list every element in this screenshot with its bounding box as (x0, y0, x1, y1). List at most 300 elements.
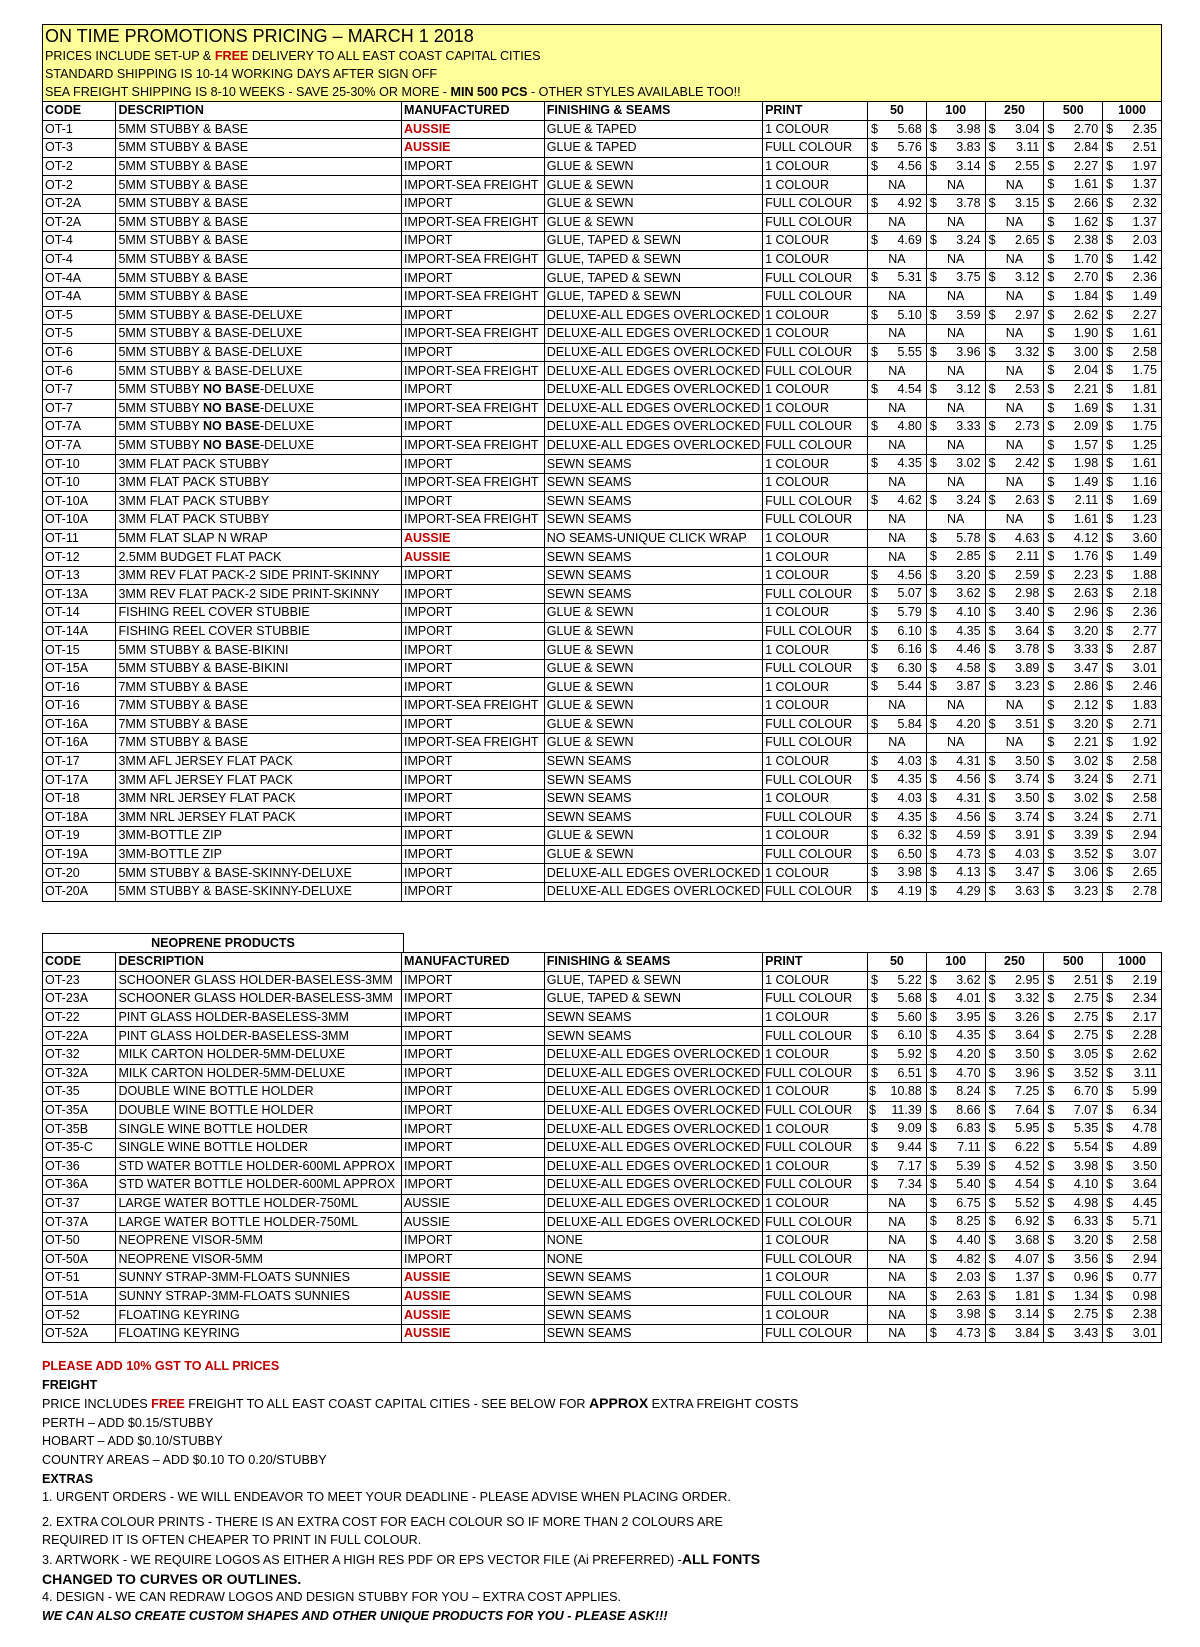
cell-code: OT-1 (43, 120, 116, 139)
cell-print: FULL COLOUR (763, 1287, 868, 1306)
cell-code: OT-17A (43, 771, 116, 790)
cell-qty-500: $ 3.20 (1044, 622, 1103, 641)
cell-qty-500: $ 2.75 (1044, 990, 1103, 1009)
cell-manufactured: IMPORT-SEA FREIGHT (401, 362, 544, 381)
cell-code: OT-4 (43, 250, 116, 269)
cell-finishing: GLUE & SEWN (544, 697, 762, 716)
cell-description: FLOATING KEYRING (116, 1306, 402, 1325)
cell-finishing: GLUE & TAPED (544, 139, 762, 158)
cell-print: 1 COLOUR (763, 548, 868, 567)
cell-code: OT-2 (43, 157, 116, 176)
cell-print: FULL COLOUR (763, 194, 868, 213)
table-row (43, 882, 1162, 901)
cell-manufactured: IMPORT-SEA FREIGHT (401, 399, 544, 418)
cell-qty-1000: $ 1.92 (1103, 734, 1162, 753)
cell-qty-250: $ 3.47 (985, 864, 1044, 883)
cell-qty-1000: $ 2.58 (1103, 789, 1162, 808)
table-row (43, 971, 1162, 990)
cell-qty-250: $ 2.65 (985, 232, 1044, 251)
cell-qty-500: $ 2.23 (1044, 566, 1103, 585)
cell-print: 1 COLOUR (763, 1083, 868, 1102)
cell-qty-1000: $ 1.75 (1103, 418, 1162, 437)
extra-design: 4. DESIGN - WE CAN REDRAW LOGOS AND DESIGN STUBBY FOR YOU – EXTRA COST APPLIES. (42, 1590, 621, 1605)
cell-qty-1000: $ 5.71 (1103, 1213, 1162, 1232)
cell-finishing: SEWN SEAMS (544, 1027, 762, 1046)
cell-qty-500: $ 2.75 (1044, 1008, 1103, 1027)
cell-qty-50: $ 6.16 (868, 641, 927, 660)
cell-description: LARGE WATER BOTTLE HOLDER-750ML (116, 1213, 402, 1232)
cell-code: OT-52 (43, 1306, 116, 1325)
cell-code: OT-22A (43, 1027, 116, 1046)
cell-description: NEOPRENE VISOR-5MM (116, 1250, 402, 1269)
cell-qty-1000: $ 2.46 (1103, 678, 1162, 697)
cell-qty-500: $ 2.09 (1044, 418, 1103, 437)
cell-finishing: GLUE & SEWN (544, 622, 762, 641)
column-header-code: CODE (43, 953, 116, 972)
cell-qty-1000: $ 2.58 (1103, 1231, 1162, 1250)
cell-print: 1 COLOUR (763, 250, 868, 269)
table-row (43, 1157, 1162, 1176)
table-row (43, 399, 1162, 418)
cell-qty-100: $ 3.98 (926, 1306, 985, 1325)
cell-qty-250: NA (985, 325, 1044, 344)
cell-manufactured: IMPORT (401, 827, 544, 846)
cell-print: 1 COLOUR (763, 306, 868, 325)
cell-qty-1000: $ 2.32 (1103, 194, 1162, 213)
cell-qty-250: $ 3.50 (985, 789, 1044, 808)
cell-qty-100: $ 4.31 (926, 789, 985, 808)
column-header-print: PRINT (763, 953, 868, 972)
table-row (43, 380, 1162, 399)
cell-qty-500: $ 3.05 (1044, 1045, 1103, 1064)
cell-qty-250: NA (985, 734, 1044, 753)
cell-description: 5MM STUBBY & BASE (116, 232, 402, 251)
cell-description: SUNNY STRAP-3MM-FLOATS SUNNIES (116, 1287, 402, 1306)
cell-qty-1000: $ 1.97 (1103, 157, 1162, 176)
cell-qty-50: $ 6.30 (868, 659, 927, 678)
cell-qty-100: $ 4.35 (926, 1027, 985, 1046)
cell-qty-250: $ 3.91 (985, 827, 1044, 846)
cell-code: OT-14A (43, 622, 116, 641)
cell-qty-1000: $ 2.34 (1103, 990, 1162, 1009)
cell-qty-250: $ 2.98 (985, 585, 1044, 604)
cell-qty-1000: $ 3.07 (1103, 845, 1162, 864)
cell-qty-1000: $ 2.17 (1103, 1008, 1162, 1027)
cell-print: 1 COLOUR (763, 176, 868, 195)
cell-qty-100: NA (926, 436, 985, 455)
page-title: ON TIME PROMOTIONS PRICING – MARCH 1 2018 (45, 26, 474, 46)
table-row (43, 157, 1162, 176)
cell-qty-1000: $ 2.78 (1103, 882, 1162, 901)
cell-code: OT-15 (43, 641, 116, 660)
neoprene-section (42, 933, 1162, 1343)
column-header-qty-500: 500 (1044, 953, 1103, 972)
cell-code: OT-14 (43, 604, 116, 623)
cell-qty-1000: $ 2.58 (1103, 752, 1162, 771)
table-row (43, 697, 1162, 716)
cell-qty-50: NA (868, 473, 927, 492)
cell-qty-1000: $ 2.77 (1103, 622, 1162, 641)
cell-manufactured: IMPORT (401, 971, 544, 990)
cell-qty-100: $ 3.33 (926, 418, 985, 437)
cell-qty-50: NA (868, 1250, 927, 1269)
cell-print: FULL COLOUR (763, 1324, 868, 1343)
cell-qty-1000: $ 2.94 (1103, 1250, 1162, 1269)
cell-qty-250: $ 2.59 (985, 566, 1044, 585)
cell-qty-50: NA (868, 287, 927, 306)
cell-qty-250: $ 2.63 (985, 492, 1044, 511)
cell-code: OT-5 (43, 325, 116, 344)
cell-qty-50: $ 5.10 (868, 306, 927, 325)
cell-qty-50: $ 5.68 (868, 120, 927, 139)
cell-qty-1000: $ 2.71 (1103, 715, 1162, 734)
cell-qty-250: $ 1.81 (985, 1287, 1044, 1306)
cell-finishing: SEWN SEAMS (544, 789, 762, 808)
cell-print: 1 COLOUR (763, 697, 868, 716)
cell-qty-500: $ 6.70 (1044, 1083, 1103, 1102)
cell-qty-50: NA (868, 325, 927, 344)
cell-qty-250: $ 3.40 (985, 604, 1044, 623)
cell-code: OT-20 (43, 864, 116, 883)
cell-print: FULL COLOUR (763, 362, 868, 381)
cell-finishing: DELUXE-ALL EDGES OVERLOCKED (544, 1194, 762, 1213)
cell-finishing: SEWN SEAMS (544, 473, 762, 492)
header-block (42, 24, 1162, 101)
table-row (43, 325, 1162, 344)
cell-finishing: DELUXE-ALL EDGES OVERLOCKED (544, 343, 762, 362)
cell-qty-100: $ 4.20 (926, 715, 985, 734)
cell-qty-250: $ 4.52 (985, 1157, 1044, 1176)
cell-qty-50: $ 5.84 (868, 715, 927, 734)
cell-qty-250: $ 3.15 (985, 194, 1044, 213)
table-row (43, 343, 1162, 362)
column-header-finishing: FINISHING & SEAMS (544, 953, 762, 972)
cell-description: 5MM STUBBY & BASE (116, 250, 402, 269)
cell-code: OT-3 (43, 139, 116, 158)
cell-qty-250: $ 3.84 (985, 1324, 1044, 1343)
column-header-finishing: FINISHING & SEAMS (544, 102, 762, 121)
cell-qty-250: $ 2.73 (985, 418, 1044, 437)
table-row (43, 1213, 1162, 1232)
cell-print: 1 COLOUR (763, 864, 868, 883)
neoprene-title: NEOPRENE PRODUCTS (42, 933, 404, 952)
cell-qty-100: $ 8.25 (926, 1213, 985, 1232)
cell-qty-100: NA (926, 287, 985, 306)
cell-description: 5MM STUBBY & BASE-DELUXE (116, 325, 402, 344)
cell-qty-100: $ 3.98 (926, 120, 985, 139)
cell-qty-250: $ 3.50 (985, 1045, 1044, 1064)
cell-description: PINT GLASS HOLDER-BASELESS-3MM (116, 1008, 402, 1027)
cell-description: 2.5MM BUDGET FLAT PACK (116, 548, 402, 567)
cell-qty-250: $ 3.64 (985, 1027, 1044, 1046)
cell-description: FISHING REEL COVER STUBBIE (116, 604, 402, 623)
cell-qty-1000: $ 1.37 (1103, 176, 1162, 195)
cell-qty-500: $ 4.10 (1044, 1176, 1103, 1195)
cell-description: LARGE WATER BOTTLE HOLDER-750ML (116, 1194, 402, 1213)
cell-print: 1 COLOUR (763, 1306, 868, 1325)
cell-qty-500: $ 3.23 (1044, 882, 1103, 901)
cell-qty-250: $ 2.95 (985, 971, 1044, 990)
cell-description: 7MM STUBBY & BASE (116, 678, 402, 697)
cell-finishing: GLUE & SEWN (544, 213, 762, 232)
cell-qty-250: $ 4.54 (985, 1176, 1044, 1195)
table-row (43, 845, 1162, 864)
table-row (43, 715, 1162, 734)
table-row (43, 455, 1162, 474)
cell-finishing: DELUXE-ALL EDGES OVERLOCKED (544, 1101, 762, 1120)
cell-qty-100: $ 3.24 (926, 232, 985, 251)
cell-qty-100: $ 4.31 (926, 752, 985, 771)
cell-description: 3MM FLAT PACK STUBBY (116, 455, 402, 474)
cell-description: 3MM REV FLAT PACK-2 SIDE PRINT-SKINNY (116, 585, 402, 604)
cell-manufactured: AUSSIE (401, 1213, 544, 1232)
cell-manufactured: AUSSIE (401, 1194, 544, 1213)
cell-qty-250: $ 2.42 (985, 455, 1044, 474)
cell-qty-1000: $ 1.25 (1103, 436, 1162, 455)
cell-finishing: SEWN SEAMS (544, 566, 762, 585)
cell-code: OT-7A (43, 418, 116, 437)
cell-code: OT-7 (43, 380, 116, 399)
cell-qty-500: $ 1.57 (1044, 436, 1103, 455)
cell-manufactured: IMPORT (401, 641, 544, 660)
cell-qty-1000: $ 2.35 (1103, 120, 1162, 139)
freight-perth: PERTH – ADD $0.15/STUBBY (42, 1415, 214, 1430)
cell-qty-500: $ 1.61 (1044, 511, 1103, 530)
table-row (43, 789, 1162, 808)
cell-finishing: SEWN SEAMS (544, 511, 762, 530)
notes-section (42, 1357, 1162, 1625)
cell-description: 5MM STUBBY & BASE (116, 269, 402, 288)
column-header-qty-50: 50 (868, 102, 927, 121)
cell-qty-50: NA (868, 1306, 927, 1325)
cell-qty-100: $ 4.56 (926, 808, 985, 827)
table-row (43, 585, 1162, 604)
cell-code: OT-7A (43, 436, 116, 455)
cell-qty-50: NA (868, 734, 927, 753)
cell-qty-250: NA (985, 213, 1044, 232)
cell-code: OT-50 (43, 1231, 116, 1250)
cell-qty-1000: $ 0.77 (1103, 1269, 1162, 1288)
table-row (43, 566, 1162, 585)
cell-qty-1000: $ 3.64 (1103, 1176, 1162, 1195)
cell-manufactured: AUSSIE (401, 548, 544, 567)
table-row (43, 139, 1162, 158)
cell-description: SINGLE WINE BOTTLE HOLDER (116, 1138, 402, 1157)
column-header-qty-100: 100 (926, 953, 985, 972)
table-row (43, 492, 1162, 511)
cell-qty-50: NA (868, 436, 927, 455)
cell-qty-500: $ 2.21 (1044, 734, 1103, 753)
cell-qty-100: $ 8.66 (926, 1101, 985, 1120)
cell-manufactured: IMPORT (401, 715, 544, 734)
cell-qty-1000: $ 2.62 (1103, 1045, 1162, 1064)
cell-qty-500: $ 1.76 (1044, 548, 1103, 567)
table-row (43, 529, 1162, 548)
cell-qty-50: $ 4.56 (868, 157, 927, 176)
cell-qty-1000: $ 2.71 (1103, 808, 1162, 827)
cell-qty-500: $ 2.70 (1044, 120, 1103, 139)
cell-qty-100: $ 4.58 (926, 659, 985, 678)
cell-qty-250: $ 3.78 (985, 641, 1044, 660)
table-row (43, 232, 1162, 251)
cell-manufactured: AUSSIE (401, 120, 544, 139)
cell-qty-500: $ 2.51 (1044, 971, 1103, 990)
column-header-description: DESCRIPTION (116, 953, 402, 972)
cell-qty-50: $ 9.09 (868, 1120, 927, 1139)
cell-code: OT-32A (43, 1064, 116, 1083)
cell-manufactured: IMPORT (401, 864, 544, 883)
table-row (43, 604, 1162, 623)
cell-qty-50: $ 5.92 (868, 1045, 927, 1064)
neoprene-price-table (42, 952, 1162, 1343)
table-row (43, 548, 1162, 567)
cell-qty-250: $ 7.25 (985, 1083, 1044, 1102)
cell-qty-50: $ 5.76 (868, 139, 927, 158)
cell-qty-250: $ 2.53 (985, 380, 1044, 399)
cell-qty-250: $ 4.07 (985, 1250, 1044, 1269)
cell-qty-250: $ 4.63 (985, 529, 1044, 548)
cell-finishing: GLUE & SEWN (544, 715, 762, 734)
cell-description: SINGLE WINE BOTTLE HOLDER (116, 1120, 402, 1139)
cell-qty-50: $ 4.35 (868, 455, 927, 474)
cell-manufactured: IMPORT (401, 1101, 544, 1120)
cell-manufactured: IMPORT (401, 1120, 544, 1139)
column-header-qty-100: 100 (926, 102, 985, 121)
cell-code: OT-16A (43, 715, 116, 734)
cell-finishing: DELUXE-ALL EDGES OVERLOCKED (544, 436, 762, 455)
cell-qty-250: $ 3.26 (985, 1008, 1044, 1027)
cell-manufactured: AUSSIE (401, 529, 544, 548)
cell-qty-1000: $ 3.01 (1103, 659, 1162, 678)
cell-qty-100: NA (926, 697, 985, 716)
cell-print: 1 COLOUR (763, 752, 868, 771)
table-row (43, 659, 1162, 678)
cell-qty-100: $ 3.14 (926, 157, 985, 176)
table-row (43, 1231, 1162, 1250)
cell-finishing: DELUXE-ALL EDGES OVERLOCKED (544, 1120, 762, 1139)
table-row (43, 808, 1162, 827)
cell-qty-100: $ 3.20 (926, 566, 985, 585)
cell-qty-100: $ 4.01 (926, 990, 985, 1009)
cell-description: 5MM STUBBY & BASE-BIKINI (116, 641, 402, 660)
cell-qty-250: NA (985, 511, 1044, 530)
cell-code: OT-16A (43, 734, 116, 753)
cell-qty-100: $ 3.96 (926, 343, 985, 362)
cell-qty-100: NA (926, 362, 985, 381)
cell-qty-500: $ 5.54 (1044, 1138, 1103, 1157)
cell-qty-500: $ 3.24 (1044, 771, 1103, 790)
cell-qty-250: $ 3.64 (985, 622, 1044, 641)
cell-print: FULL COLOUR (763, 771, 868, 790)
cell-print: 1 COLOUR (763, 325, 868, 344)
cell-qty-250: NA (985, 176, 1044, 195)
cell-code: OT-52A (43, 1324, 116, 1343)
extra-colour-2: REQUIRED IT IS OFTEN CHEAPER TO PRINT IN FULL COLOUR. (42, 1533, 422, 1548)
cell-print: FULL COLOUR (763, 659, 868, 678)
column-header-row (43, 102, 1162, 121)
cell-description: 3MM AFL JERSEY FLAT PACK (116, 771, 402, 790)
cell-finishing: DELUXE-ALL EDGES OVERLOCKED (544, 418, 762, 437)
cell-qty-100: $ 8.24 (926, 1083, 985, 1102)
cell-code: OT-16 (43, 697, 116, 716)
table-row (43, 306, 1162, 325)
cell-qty-50: NA (868, 399, 927, 418)
cell-finishing: GLUE & SEWN (544, 827, 762, 846)
cell-qty-500: $ 2.63 (1044, 585, 1103, 604)
cell-qty-50: $ 4.54 (868, 380, 927, 399)
cell-description: 5MM STUBBY & BASE-DELUXE (116, 362, 402, 381)
cell-qty-1000: $ 1.61 (1103, 325, 1162, 344)
cell-manufactured: IMPORT (401, 1027, 544, 1046)
cell-finishing: SEWN SEAMS (544, 492, 762, 511)
cell-print: 1 COLOUR (763, 473, 868, 492)
cell-print: 1 COLOUR (763, 789, 868, 808)
cell-manufactured: IMPORT (401, 808, 544, 827)
cell-manufactured: IMPORT-SEA FREIGHT (401, 734, 544, 753)
cell-qty-100: $ 3.62 (926, 971, 985, 990)
cell-finishing: SEWN SEAMS (544, 1269, 762, 1288)
cell-print: FULL COLOUR (763, 343, 868, 362)
extras-heading: EXTRAS (42, 1471, 94, 1486)
cell-qty-1000: $ 3.01 (1103, 1324, 1162, 1343)
cell-finishing: SEWN SEAMS (544, 585, 762, 604)
cell-finishing: SEWN SEAMS (544, 455, 762, 474)
cell-qty-500: $ 1.98 (1044, 455, 1103, 474)
cell-qty-1000: $ 1.83 (1103, 697, 1162, 716)
cell-description: DOUBLE WINE BOTTLE HOLDER (116, 1083, 402, 1102)
cell-code: OT-4 (43, 232, 116, 251)
table-row (43, 622, 1162, 641)
cell-qty-100: $ 3.83 (926, 139, 985, 158)
cell-qty-1000: $ 1.16 (1103, 473, 1162, 492)
table-row (43, 1083, 1162, 1102)
cell-qty-500: $ 3.00 (1044, 343, 1103, 362)
cell-description: 5MM STUBBY & BASE-SKINNY-DELUXE (116, 882, 402, 901)
table-row (43, 864, 1162, 883)
column-header-qty-1000: 1000 (1103, 953, 1162, 972)
cell-qty-250: $ 7.64 (985, 1101, 1044, 1120)
table-row (43, 250, 1162, 269)
cell-code: OT-13A (43, 585, 116, 604)
table-row (43, 1287, 1162, 1306)
cell-qty-500: $ 3.20 (1044, 1231, 1103, 1250)
cell-description: 3MM-BOTTLE ZIP (116, 827, 402, 846)
cell-qty-50: $ 4.03 (868, 752, 927, 771)
cell-qty-500: $ 5.35 (1044, 1120, 1103, 1139)
cell-finishing: SEWN SEAMS (544, 1008, 762, 1027)
cell-qty-1000: $ 2.87 (1103, 641, 1162, 660)
cell-qty-100: NA (926, 213, 985, 232)
cell-manufactured: IMPORT (401, 1176, 544, 1195)
cell-qty-1000: $ 2.58 (1103, 343, 1162, 362)
cell-finishing: DELUXE-ALL EDGES OVERLOCKED (544, 399, 762, 418)
table-row (43, 1045, 1162, 1064)
cell-description: 3MM NRL JERSEY FLAT PACK (116, 808, 402, 827)
cell-qty-500: $ 2.04 (1044, 362, 1103, 381)
cell-qty-100: $ 4.82 (926, 1250, 985, 1269)
cell-qty-500: $ 2.12 (1044, 697, 1103, 716)
cell-qty-250: NA (985, 287, 1044, 306)
cell-finishing: DELUXE-ALL EDGES OVERLOCKED (544, 325, 762, 344)
cell-manufactured: AUSSIE (401, 1269, 544, 1288)
cell-qty-50: NA (868, 1213, 927, 1232)
cell-qty-500: $ 1.61 (1044, 176, 1103, 195)
cell-code: OT-22 (43, 1008, 116, 1027)
cell-manufactured: IMPORT (401, 455, 544, 474)
cell-qty-1000: $ 4.78 (1103, 1120, 1162, 1139)
cell-qty-50: $ 5.22 (868, 971, 927, 990)
cell-description: SUNNY STRAP-3MM-FLOATS SUNNIES (116, 1269, 402, 1288)
